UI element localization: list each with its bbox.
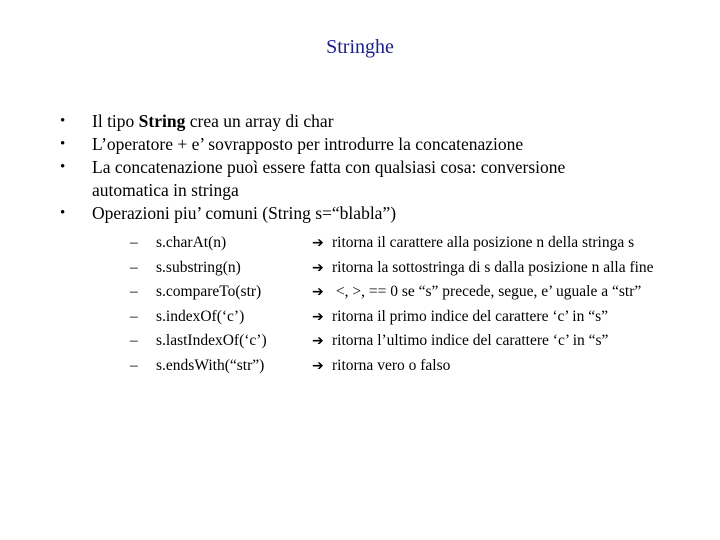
operation-desc: ritorna l’ultimo indice del carattere ‘c’ in “s” (332, 332, 609, 349)
arrow-right-icon: ➔ (312, 308, 324, 325)
bullet-item-string-type (58, 110, 678, 133)
operation-desc: ritorna il primo indice del carattere ‘c’ in “s” (332, 307, 608, 325)
bullet-dot-icon: • (60, 159, 66, 175)
sub-dash: – (130, 356, 138, 374)
bullet-item-operations (58, 202, 678, 378)
operation-method: s.lastIndexOf(‘c’) (156, 332, 267, 349)
operation-item (92, 231, 678, 256)
bullet-text: Operazioni piu’ comuni (String s=“blabla”) (92, 203, 397, 223)
operation-method: s.substring(n) (156, 258, 241, 276)
bullet-list (58, 110, 678, 378)
bullet-text: La concatenazione puoì essere fatta con qualsiasi cosa: conversione (92, 157, 566, 177)
slide-title: Stringhe (326, 36, 394, 58)
bullet-item-concatenation (58, 156, 678, 202)
operation-item (92, 256, 678, 281)
bullet-text-post: crea un array di char (185, 111, 334, 131)
bullet-dot-icon: • (60, 113, 66, 129)
operation-method: s.charAt(n) (156, 234, 227, 251)
operation-item (92, 329, 678, 354)
operation-item (92, 305, 678, 330)
operation-item (92, 280, 678, 305)
operation-method: s.endsWith(“str”) (156, 356, 265, 374)
bullet-text: L’operatore + e’ sovrapposto per introdurre la concatenazione (92, 134, 524, 154)
operation-desc: ritorna vero o falso (332, 356, 451, 374)
arrow-right-icon: ➔ (312, 235, 324, 251)
arrow-right-icon: ➔ (312, 357, 324, 374)
arrow-right-icon: ➔ (312, 259, 324, 276)
operation-desc: <, >, == 0 se “s” precede, segue, e’ uguale a “str” (332, 283, 642, 300)
bullet-text-strong: String (138, 111, 186, 131)
sub-dash: – (130, 234, 138, 251)
operation-desc: ritorna il carattere alla posizione n della stringa s (332, 234, 635, 251)
operation-desc: ritorna la sottostringa di s dalla posizione n alla fine (332, 258, 654, 276)
operation-method: s.compareTo(str) (156, 283, 262, 300)
bullet-text-continuation: automatica in stringa (92, 180, 239, 200)
bullet-item-operator (58, 133, 678, 156)
sub-dash: – (130, 332, 138, 349)
arrow-right-icon: ➔ (312, 284, 324, 300)
operation-item (92, 354, 678, 379)
sub-dash: – (130, 307, 138, 325)
sub-dash: – (130, 283, 138, 300)
bullet-dot-icon: • (60, 205, 66, 221)
arrow-right-icon: ➔ (312, 333, 324, 349)
sub-dash: – (130, 258, 138, 276)
bullet-text-pre: Il tipo (92, 111, 139, 131)
operations-list (92, 231, 678, 378)
bullet-dot-icon: • (60, 136, 66, 152)
operation-method: s.indexOf(‘c’) (156, 307, 245, 325)
